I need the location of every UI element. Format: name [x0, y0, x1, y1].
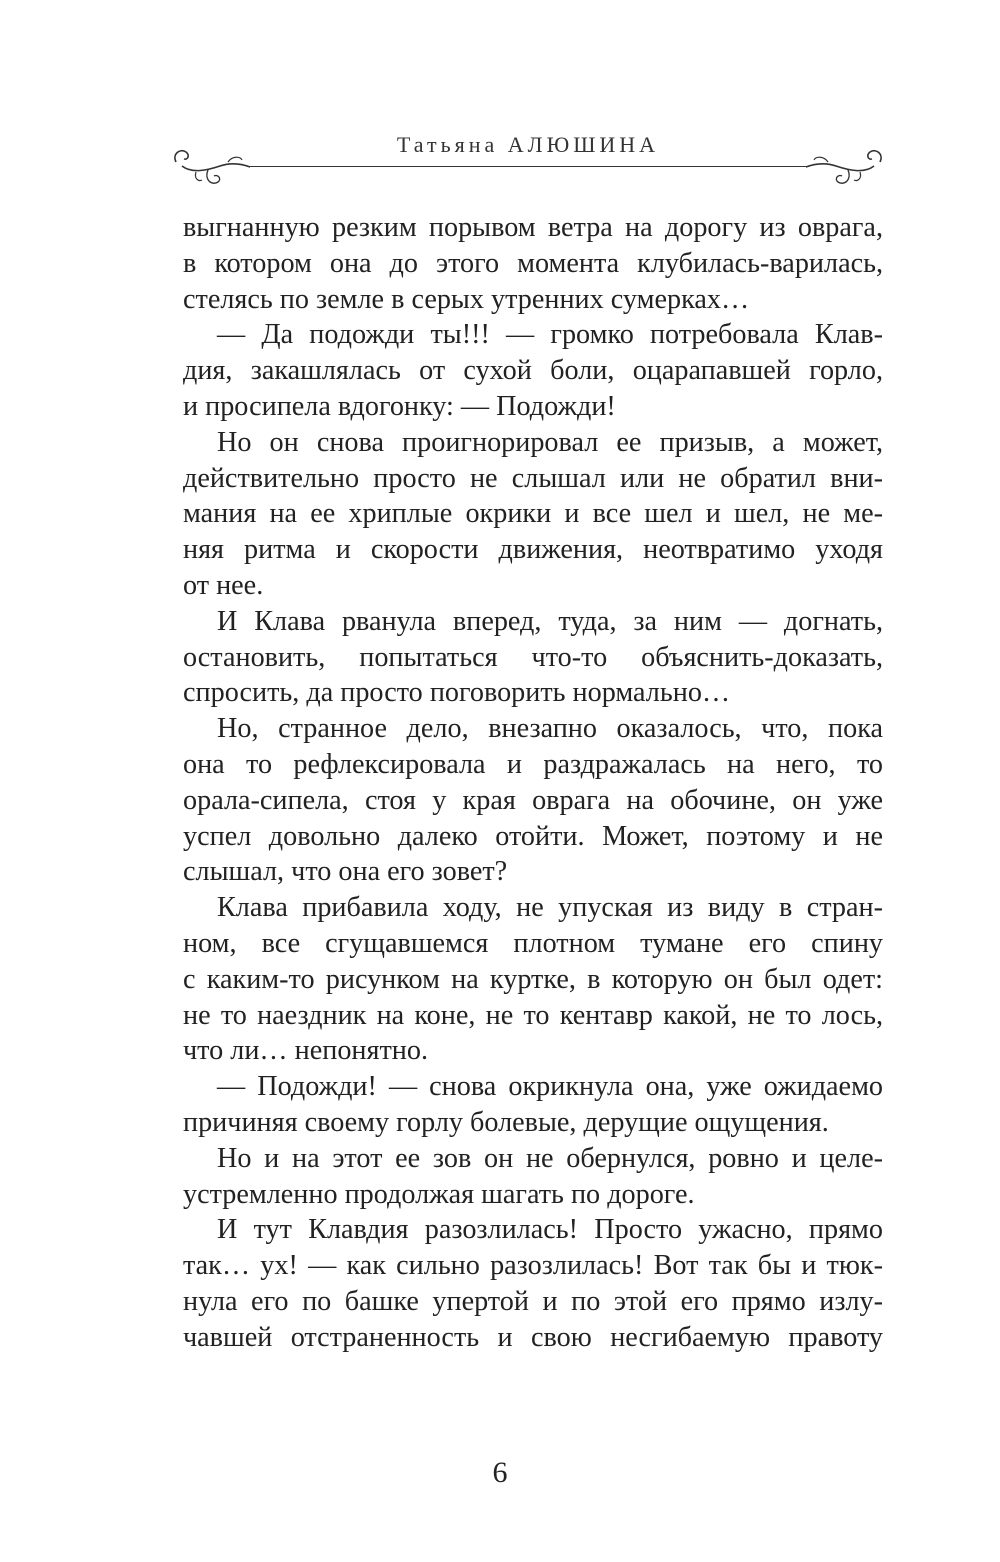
- text-line: устремленно продолжая шагать по дороге.: [183, 1178, 695, 1210]
- text-line: остановить, попытаться что-то объяснить-доказать,: [183, 641, 883, 673]
- text-line: нула его по башке упертой и по этой его прямо излу-: [183, 1285, 883, 1317]
- text-line: И тут Клавдия разозлилась! Просто ужасно, прямо: [217, 1214, 883, 1246]
- page-number: 6: [492, 1456, 508, 1489]
- text-line: мания на ее хриплые окрики и все шел и шел, не ме-: [183, 498, 883, 530]
- running-header: [168, 128, 888, 188]
- text-line: спросить, да просто поговорить нормально…: [183, 677, 731, 709]
- text-line: чавшей отстраненность и свою несгибаемую правоту: [183, 1321, 883, 1353]
- text-line: от нее.: [183, 569, 264, 601]
- text-line: слышал, что она его зовет?: [183, 856, 508, 888]
- text-line: так… ух! — как сильно разозлилась! Вот так бы и тюк-: [183, 1250, 883, 1282]
- text-line: — Да подожди ты!!! — громко потребовала Клав-: [217, 319, 883, 351]
- text-line: Но он снова проигнорировал ее призыв, а может,: [217, 426, 883, 458]
- text-line: И Клава рванула вперед, туда, за ним — догнать,: [217, 605, 883, 637]
- text-line: с каким-то рисунком на куртке, в которую он был одет:: [183, 963, 883, 995]
- text-line: успел довольно далеко отойти. Может, поэтому и не: [183, 820, 883, 852]
- body-text: [183, 210, 883, 1356]
- text-line: стелясь по земле в серых утренних сумерках…: [183, 283, 750, 315]
- text-line: выгнанную резким порывом ветра на дорогу из оврага,: [183, 212, 883, 243]
- text-line: Но и на этот ее зов он не обернулся, ровно и целе-: [217, 1142, 883, 1174]
- text-line: няя ритма и скорости движения, неотвратимо уходя: [183, 534, 883, 566]
- text-line: в котором она до этого момента клубилась-варилась,: [183, 247, 883, 279]
- text-line: что ли… непонятно.: [183, 1035, 429, 1067]
- text-line: ном, все сгущавшемся плотном тумане его спину: [183, 927, 883, 959]
- text-line: — Подожди! — снова окрикнула она, уже ожидаемо: [217, 1071, 883, 1103]
- running-header-author: Татьяна АЛЮШИНА: [396, 132, 660, 157]
- right-flourish-ornament: [798, 140, 888, 190]
- text-line: она то рефлексировала и раздражалась на него, то: [183, 748, 883, 780]
- text-line: действительно просто не слышал или не обратил вни-: [183, 462, 883, 494]
- text-line: Но, странное дело, внезапно оказалось, что, пока: [217, 713, 883, 745]
- text-line: не то наездник на коне, не то кентавр какой, не то лось,: [183, 999, 883, 1031]
- header-rule: [248, 166, 808, 167]
- text-line: Клава прибавила ходу, не упуская из виду в стран-: [217, 892, 883, 924]
- text-line: дия, закашлялась от сухой боли, оцарапавшей горло,: [183, 355, 883, 387]
- text-line: орала-сипела, стоя у края оврага на обочине, он уже: [183, 784, 883, 816]
- text-line: и просипела вдогонку: — Подожди!: [183, 390, 616, 422]
- text-line: причиняя своему горлу болевые, дерущие ощущения.: [183, 1106, 829, 1138]
